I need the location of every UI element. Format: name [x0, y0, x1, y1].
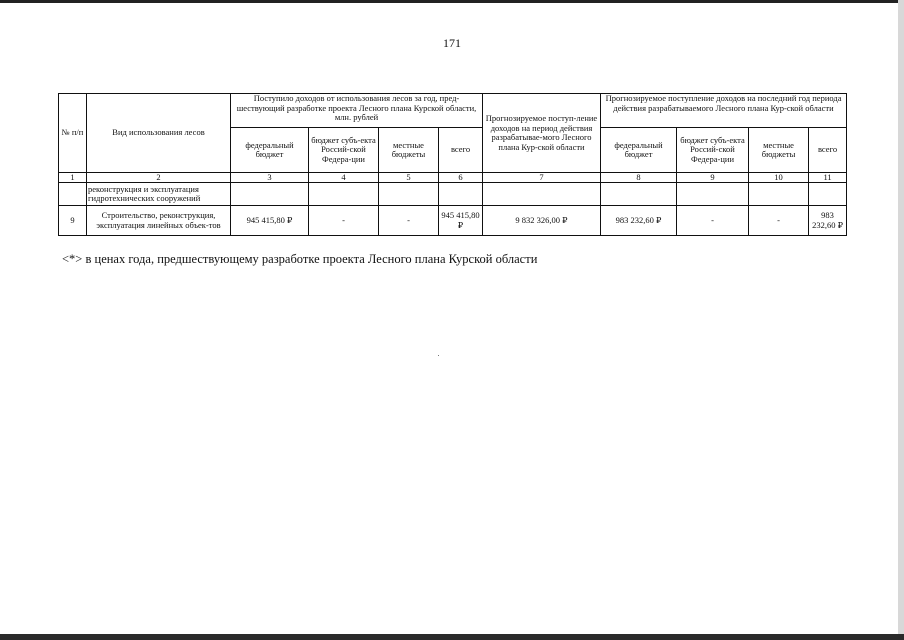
forest-income-table — [58, 93, 847, 236]
column-number: 9 — [677, 173, 749, 183]
row-cell: 945 415,80 ₽ — [439, 206, 483, 236]
table-row — [59, 183, 847, 206]
row-cell: 9 832 326,00 ₽ — [483, 206, 601, 236]
column-number: 6 — [439, 173, 483, 183]
page-number: 171 — [443, 36, 461, 50]
row-cell: 983 232,60 ₽ — [809, 206, 847, 236]
row-cell: - — [309, 206, 379, 236]
scan-edge-bottom — [0, 634, 904, 640]
header-num: № п/п — [59, 94, 87, 173]
column-number: 3 — [231, 173, 309, 183]
subheader-total: всего — [809, 128, 847, 173]
row-cell — [439, 183, 483, 206]
row-cell: - — [379, 206, 439, 236]
column-number-row — [59, 173, 847, 183]
row-cell — [379, 183, 439, 206]
table-row — [59, 206, 847, 236]
table-header-row — [59, 94, 847, 128]
scan-edge-top — [0, 0, 904, 3]
row-cell: - — [749, 206, 809, 236]
column-number: 1 — [59, 173, 87, 183]
column-number: 7 — [483, 173, 601, 183]
header-forecast-period: Прогнозируемое поступ-ление доходов на период действия разрабатывае-мого Лесного плана Кур-ской области — [483, 94, 601, 173]
row-cell — [677, 183, 749, 206]
subheader-subject: бюджет субъ-екта Россий-ской Федера-ции — [677, 128, 749, 173]
subheader-local: местные бюджеты — [749, 128, 809, 173]
row-cell — [309, 183, 379, 206]
column-number: 5 — [379, 173, 439, 183]
scan-edge-right — [898, 0, 904, 640]
row-num: 9 — [59, 206, 87, 236]
row-cell: 945 415,80 ₽ — [231, 206, 309, 236]
column-number: 10 — [749, 173, 809, 183]
header-forecast-last-year-group: Прогнозируемое поступление доходов на последний год периода действия разрабатываемого Лесного плана Кур-ской области — [601, 94, 847, 128]
row-usage: реконструкция и эксплуатация гидротехнических сооружений — [87, 183, 231, 206]
header-usage-type: Вид использования лесов — [87, 94, 231, 173]
column-number: 4 — [309, 173, 379, 183]
row-num — [59, 183, 87, 206]
subheader-federal: федеральный бюджет — [231, 128, 309, 173]
row-cell — [749, 183, 809, 206]
row-cell — [809, 183, 847, 206]
row-cell — [231, 183, 309, 206]
column-number: 8 — [601, 173, 677, 183]
subheader-subject: бюджет субъ-екта Россий-ской Федера-ции — [309, 128, 379, 173]
header-received-group: Поступило доходов от использования лесов за год, пред-шествующий разработке проекта Лесного плана Курской области, млн. рублей — [231, 94, 483, 128]
column-number: 2 — [87, 173, 231, 183]
row-cell — [483, 183, 601, 206]
row-usage: Строительство, реконструкция, эксплуатация линейных объек-тов — [87, 206, 231, 236]
row-cell — [601, 183, 677, 206]
subheader-local: местные бюджеты — [379, 128, 439, 173]
row-cell: 983 232,60 ₽ — [601, 206, 677, 236]
subheader-federal: федеральный бюджет — [601, 128, 677, 173]
scan-speck — [438, 355, 439, 356]
footnote: <*> в ценах года, предшествующему разработке проекта Лесного плана Курской области — [62, 252, 538, 266]
subheader-total: всего — [439, 128, 483, 173]
row-cell: - — [677, 206, 749, 236]
column-number: 11 — [809, 173, 847, 183]
